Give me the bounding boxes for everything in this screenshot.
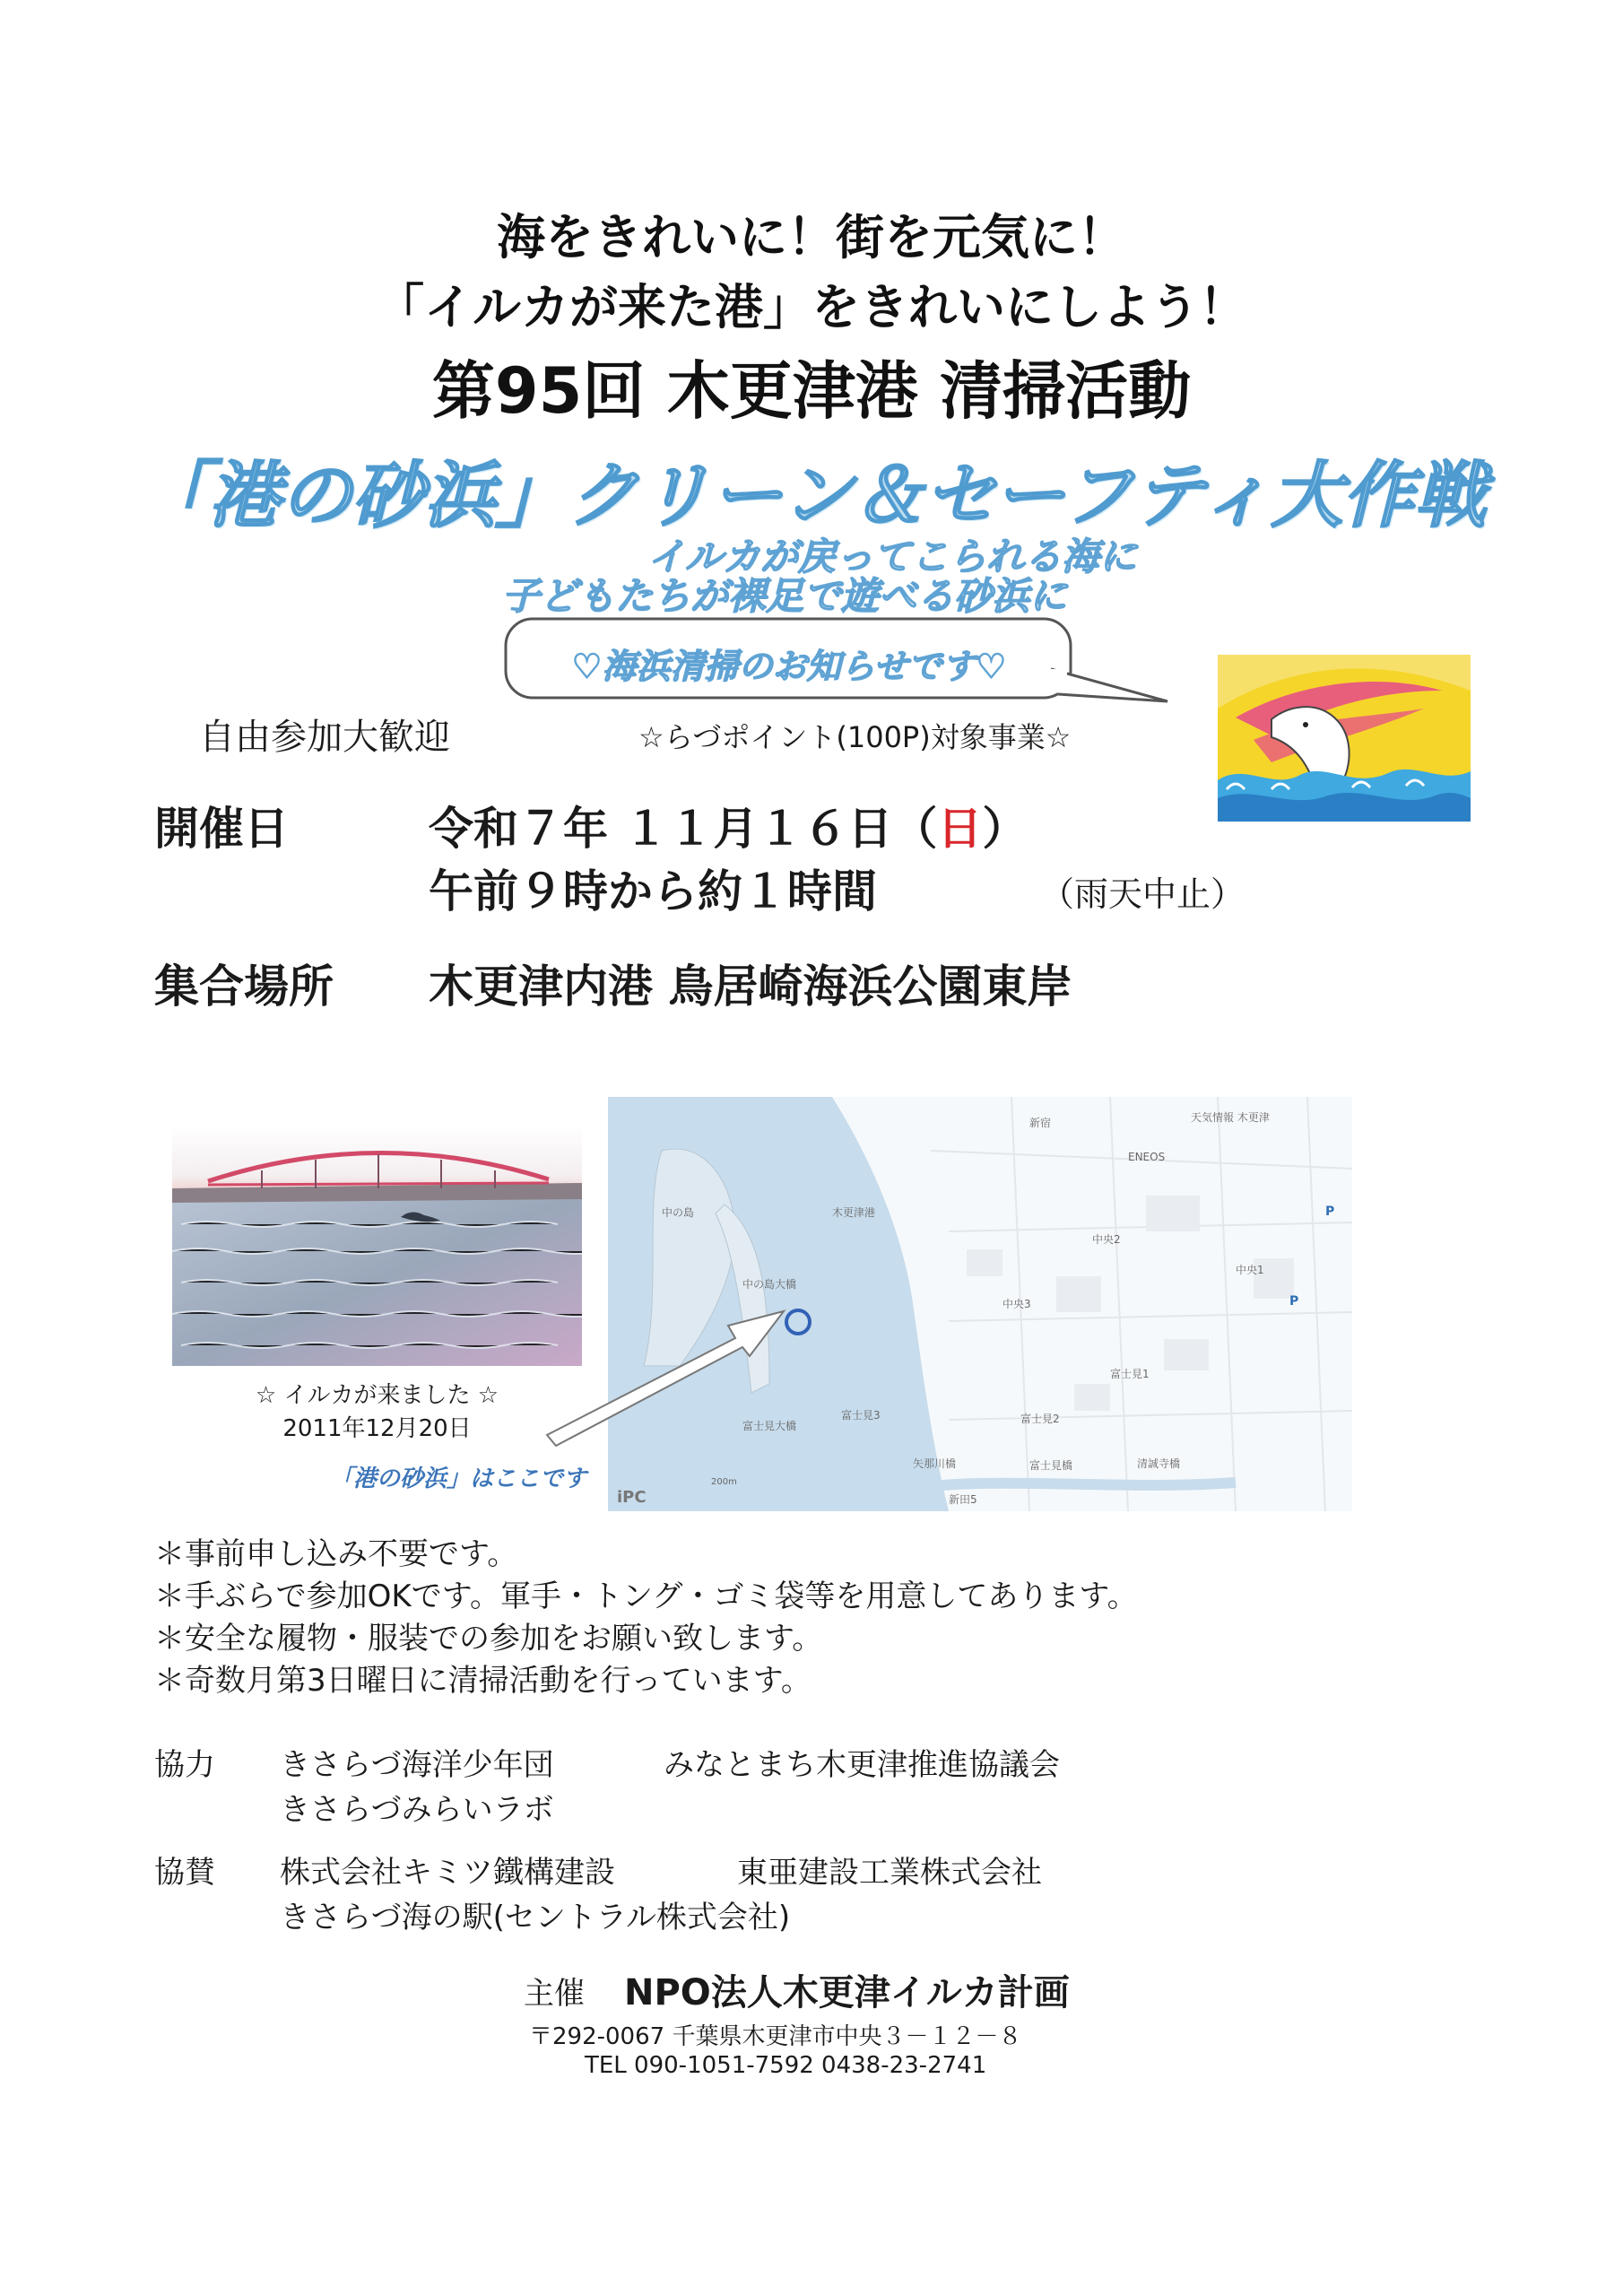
map-label-fujimi-bridge: 富士見大橋: [742, 1420, 797, 1432]
sponsors-label: 協賛: [154, 1855, 215, 1891]
parking-icon: P: [1289, 1294, 1299, 1309]
sponsor-1: 株式会社キミツ鐵構建設: [280, 1855, 615, 1891]
photo-caption-2: 2011年12月20日: [282, 1415, 472, 1442]
cooperation-org-2: みなとまち木更津推進協議会: [664, 1747, 1060, 1783]
map-label-yanagawa-bridge: 矢那川橋: [913, 1457, 957, 1470]
sponsor-3: きさらづ海の駅(セントラル株式会社): [280, 1900, 791, 1935]
note-item: ＊手ぶらで参加OKです。軍手・トング・ゴミ袋等を用意してあります。: [154, 1578, 1138, 1614]
photo-caption-1: ☆ イルカが来ました ☆: [255, 1382, 499, 1409]
note-item: ＊事前申し込み不要です。: [154, 1536, 518, 1572]
parking-icon: P: [1325, 1205, 1335, 1219]
free-participation: 自由参加大歓迎: [199, 717, 450, 758]
map-label-weather: 天気情報 木更津: [1191, 1111, 1270, 1124]
map-label-fujimi3: 富士見3: [841, 1409, 881, 1422]
tagline-2: 子どもたちが裸足で遊べる砂浜に: [501, 574, 1067, 618]
map-label-nitta: 新田5: [949, 1493, 977, 1506]
map-label-port: 木更津港: [832, 1206, 876, 1219]
notice-bubble-text: ♡海浜清掃のお知らせです♡: [571, 647, 1007, 686]
date-day: 日: [937, 803, 983, 855]
note-item: ＊安全な履物・服装での参加をお願い致します。: [154, 1621, 823, 1657]
dolphin-illustration: [1218, 655, 1471, 822]
map-label-fujimi2: 富士見2: [1020, 1413, 1060, 1425]
map-logo: iPC: [617, 1488, 647, 1507]
event-date: [429, 793, 1027, 857]
map-label-shinjuku: 新宿: [1029, 1117, 1052, 1129]
points-info: ☆らづポイント(100P)対象事業☆: [638, 720, 1072, 754]
cooperation-org-1: きさらづ海洋少年団: [280, 1747, 554, 1783]
notes-list: [154, 1534, 1138, 1702]
organizer-label: 主催: [524, 1976, 585, 2012]
organizer-name: NPO法人木更津イルカ計画: [624, 1972, 1070, 2013]
tagline-1: イルカが戻ってこられる海に: [647, 535, 1137, 578]
map-label-chuo3: 中央3: [1002, 1298, 1031, 1310]
map-pointer-label: 「港の砂浜」はここです: [330, 1465, 587, 1492]
headline-line2: 「イルカが来た港」をきれいにしよう！: [376, 279, 1247, 335]
map-label-fujimi1: 富士見1: [1110, 1368, 1150, 1380]
map-label-fujimi-bashi: 富士見橋: [1029, 1459, 1073, 1472]
cooperation-label: 協力: [154, 1747, 215, 1783]
event-title: 第95回 木更津港 清掃活動: [431, 354, 1192, 428]
map-label-nakanoshima-bridge: 中の島大橋: [742, 1278, 797, 1291]
date-suffix: ）: [982, 803, 1028, 855]
map-label-chuo2: 中央2: [1092, 1233, 1121, 1246]
cooperation-org-3: きさらづみらいラボ: [280, 1792, 554, 1828]
sponsor-2: 東亜建設工業株式会社: [737, 1855, 1042, 1891]
date-prefix: 令和７年 １１月１６日（: [429, 803, 938, 855]
pointer-arrow: [529, 1300, 807, 1453]
map-label-nakanoshima: 中の島: [662, 1206, 695, 1219]
headline-line1: 海をきれいに！街を元気に！: [497, 209, 1126, 265]
organizer-address: 〒292-0067 千葉県木更津市中央３－１２－８: [529, 2023, 1022, 2050]
dolphin-photo: [172, 1126, 582, 1366]
place-label: 集合場所: [154, 961, 334, 1013]
note-item: ＊奇数月第3日曜日に清掃活動を行っています。: [154, 1663, 812, 1699]
date-label: 開催日: [154, 803, 289, 855]
map-label-eneos: ENEOS: [1128, 1151, 1166, 1163]
rain-notice: （雨天中止）: [1040, 874, 1245, 914]
event-time: 午前９時から約１時間: [429, 865, 877, 918]
campaign-title: 「港の砂浜」クリーン＆セーフティ大作戦: [136, 454, 1487, 537]
map-label-seiseiji-bridge: 清誠寺橋: [1137, 1457, 1181, 1470]
map-label-scale: 200m: [711, 1477, 737, 1487]
organizer-tel: TEL 090-1051-7592 0438-23-2741: [585, 2052, 987, 2079]
map-label-chuo1: 中央1: [1236, 1264, 1264, 1276]
meeting-place: 木更津内港 鳥居崎海浜公園東岸: [429, 961, 1072, 1013]
